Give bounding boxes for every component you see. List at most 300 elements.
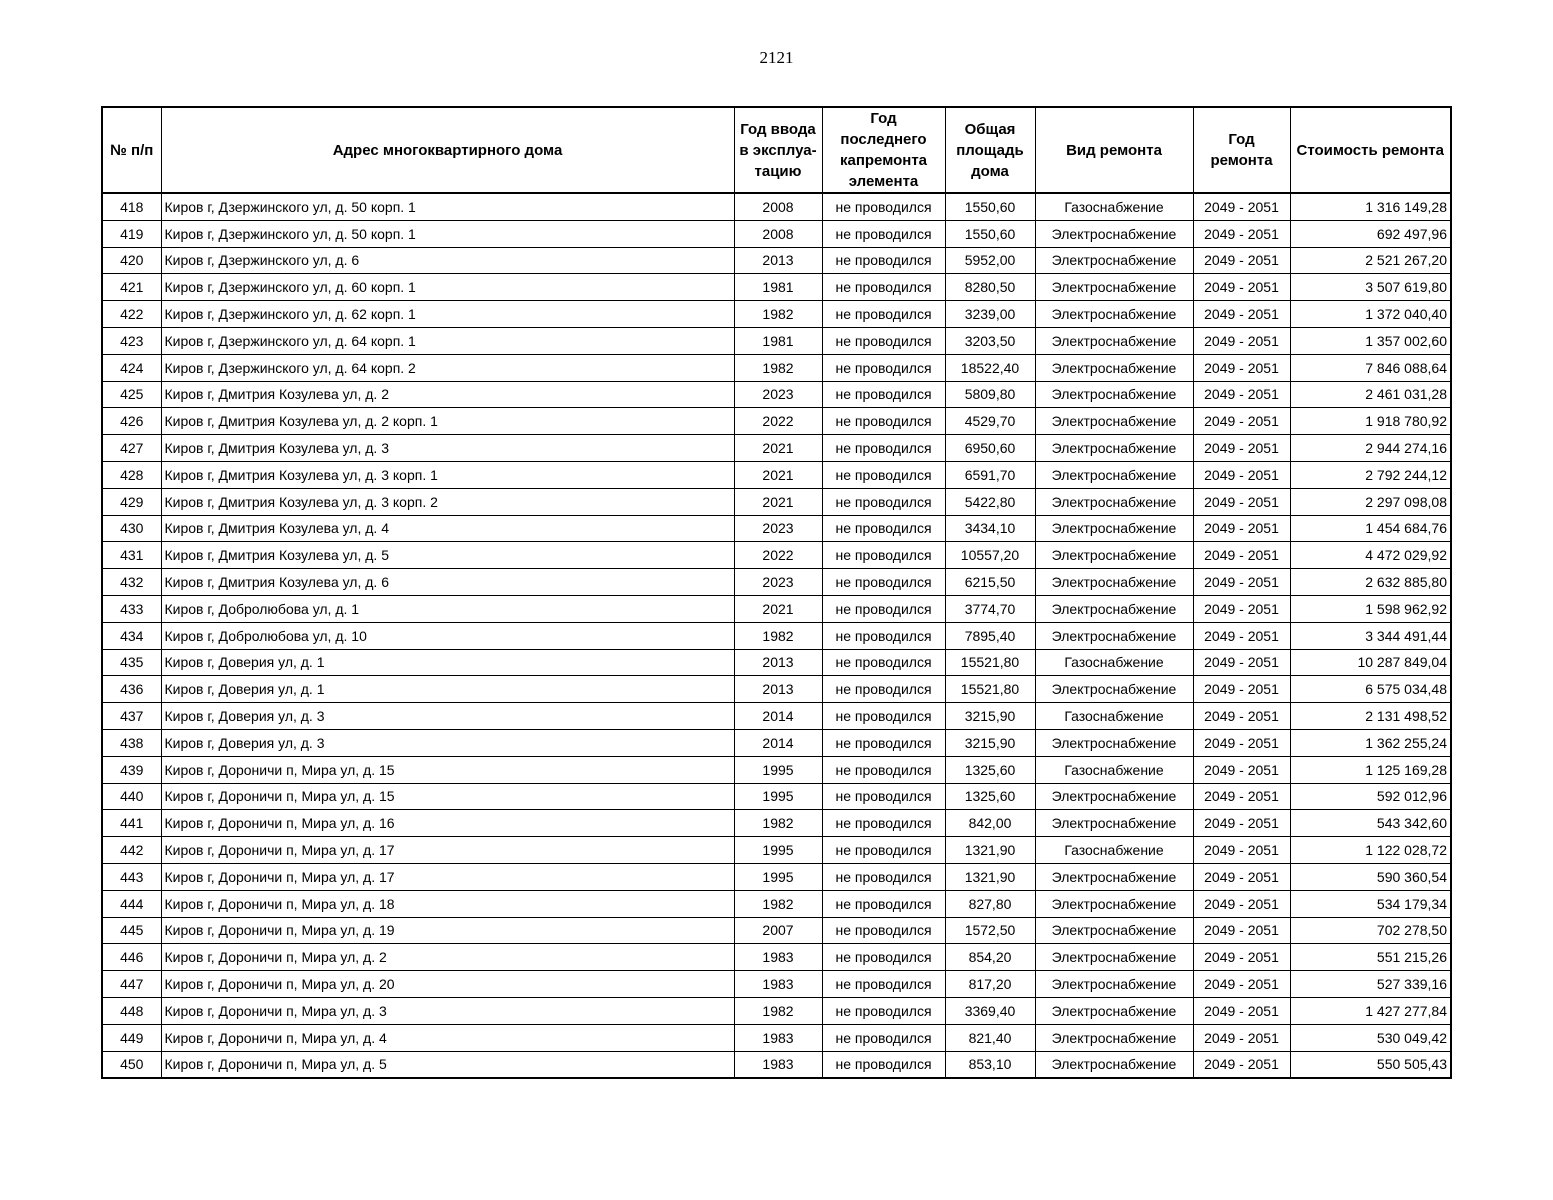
- table-row: [102, 837, 1451, 864]
- header-year-built: Год ввода в эксплуа-тацию: [734, 107, 822, 193]
- cell-num: 441: [102, 810, 161, 837]
- cell-cost: 1 125 169,28: [1290, 756, 1451, 783]
- cell-repair-type: Электроснабжение: [1035, 327, 1193, 354]
- cell-address: Киров г, Дмитрия Козулева ул, д. 3 корп. 2: [161, 488, 734, 515]
- cell-address: Киров г, Доверия ул, д. 3: [161, 703, 734, 730]
- cell-area: 10557,20: [945, 542, 1035, 569]
- cell-num: 443: [102, 863, 161, 890]
- cell-address: Киров г, Дзержинского ул, д. 64 корп. 2: [161, 354, 734, 381]
- table-row: [102, 783, 1451, 810]
- cell-address: Киров г, Доверия ул, д. 1: [161, 676, 734, 703]
- cell-area: 1325,60: [945, 756, 1035, 783]
- cell-num: 430: [102, 515, 161, 542]
- cell-num: 448: [102, 997, 161, 1024]
- cell-repair-type: Электроснабжение: [1035, 569, 1193, 596]
- table-row: [102, 488, 1451, 515]
- cell-address: Киров г, Дороничи п, Мира ул, д. 4: [161, 1024, 734, 1051]
- cell-last-repair: не проводился: [822, 193, 945, 220]
- cell-area: 1550,60: [945, 193, 1035, 220]
- cell-num: 446: [102, 944, 161, 971]
- table-row: [102, 890, 1451, 917]
- cell-year-built: 2022: [734, 542, 822, 569]
- table-row: [102, 327, 1451, 354]
- cell-year-built: 2023: [734, 381, 822, 408]
- cell-repair-years: 2049 - 2051: [1193, 381, 1290, 408]
- table-row: [102, 944, 1451, 971]
- cell-year-built: 1983: [734, 944, 822, 971]
- cell-repair-type: Электроснабжение: [1035, 488, 1193, 515]
- cell-repair-type: Электроснабжение: [1035, 944, 1193, 971]
- cell-last-repair: не проводился: [822, 542, 945, 569]
- cell-repair-type: Газоснабжение: [1035, 193, 1193, 220]
- cell-num: 436: [102, 676, 161, 703]
- table-row: [102, 595, 1451, 622]
- cell-repair-years: 2049 - 2051: [1193, 703, 1290, 730]
- cell-address: Киров г, Дороничи п, Мира ул, д. 20: [161, 971, 734, 998]
- cell-address: Киров г, Дороничи п, Мира ул, д. 15: [161, 756, 734, 783]
- cell-last-repair: не проводился: [822, 783, 945, 810]
- table-row: [102, 301, 1451, 328]
- table-row: [102, 863, 1451, 890]
- cell-area: 3369,40: [945, 997, 1035, 1024]
- cell-repair-years: 2049 - 2051: [1193, 220, 1290, 247]
- cell-repair-type: Электроснабжение: [1035, 971, 1193, 998]
- cell-repair-years: 2049 - 2051: [1193, 301, 1290, 328]
- cell-year-built: 1983: [734, 1051, 822, 1078]
- cell-last-repair: не проводился: [822, 408, 945, 435]
- cell-address: Киров г, Дзержинского ул, д. 50 корп. 1: [161, 220, 734, 247]
- cell-cost: 1 122 028,72: [1290, 837, 1451, 864]
- cell-area: 3239,00: [945, 301, 1035, 328]
- header-area: Общая площадь дома: [945, 107, 1035, 193]
- cell-year-built: 2007: [734, 917, 822, 944]
- cell-year-built: 1981: [734, 274, 822, 301]
- table-row: [102, 461, 1451, 488]
- table-row: [102, 274, 1451, 301]
- cell-cost: 10 287 849,04: [1290, 649, 1451, 676]
- cell-cost: 2 131 498,52: [1290, 703, 1451, 730]
- cell-area: 6950,60: [945, 435, 1035, 462]
- cell-cost: 3 344 491,44: [1290, 622, 1451, 649]
- cell-address: Киров г, Дороничи п, Мира ул, д. 17: [161, 837, 734, 864]
- cell-cost: 527 339,16: [1290, 971, 1451, 998]
- cell-year-built: 2021: [734, 595, 822, 622]
- cell-area: 8280,50: [945, 274, 1035, 301]
- cell-year-built: 2021: [734, 435, 822, 462]
- cell-repair-type: Электроснабжение: [1035, 247, 1193, 274]
- cell-repair-years: 2049 - 2051: [1193, 247, 1290, 274]
- cell-cost: 2 792 244,12: [1290, 461, 1451, 488]
- cell-cost: 1 362 255,24: [1290, 729, 1451, 756]
- cell-repair-years: 2049 - 2051: [1193, 890, 1290, 917]
- cell-year-built: 2023: [734, 515, 822, 542]
- cell-repair-years: 2049 - 2051: [1193, 354, 1290, 381]
- header-last-repair: Год последнего капремонта элемента: [822, 107, 945, 193]
- table-row: [102, 971, 1451, 998]
- table-row: [102, 917, 1451, 944]
- table-row: [102, 997, 1451, 1024]
- cell-year-built: 1995: [734, 756, 822, 783]
- cell-cost: 3 507 619,80: [1290, 274, 1451, 301]
- cell-year-built: 2021: [734, 461, 822, 488]
- cell-repair-years: 2049 - 2051: [1193, 729, 1290, 756]
- cell-num: 425: [102, 381, 161, 408]
- cell-address: Киров г, Дмитрия Козулева ул, д. 2 корп. 1: [161, 408, 734, 435]
- cell-year-built: 2013: [734, 676, 822, 703]
- cell-repair-type: Электроснабжение: [1035, 917, 1193, 944]
- cell-address: Киров г, Дороничи п, Мира ул, д. 17: [161, 863, 734, 890]
- cell-area: 3434,10: [945, 515, 1035, 542]
- cell-cost: 1 357 002,60: [1290, 327, 1451, 354]
- cell-last-repair: не проводился: [822, 863, 945, 890]
- cell-address: Киров г, Добролюбова ул, д. 1: [161, 595, 734, 622]
- cell-cost: 1 316 149,28: [1290, 193, 1451, 220]
- cell-repair-years: 2049 - 2051: [1193, 515, 1290, 542]
- cell-year-built: 1995: [734, 783, 822, 810]
- header-repair-years: Год ремонта: [1193, 107, 1290, 193]
- cell-repair-years: 2049 - 2051: [1193, 676, 1290, 703]
- cell-address: Киров г, Дороничи п, Мира ул, д. 16: [161, 810, 734, 837]
- cell-address: Киров г, Дмитрия Козулева ул, д. 2: [161, 381, 734, 408]
- cell-num: 426: [102, 408, 161, 435]
- table-row: [102, 1024, 1451, 1051]
- cell-cost: 550 505,43: [1290, 1051, 1451, 1078]
- header-num: № п/п: [102, 107, 161, 193]
- cell-address: Киров г, Дороничи п, Мира ул, д. 19: [161, 917, 734, 944]
- cell-area: 1572,50: [945, 917, 1035, 944]
- cell-repair-years: 2049 - 2051: [1193, 863, 1290, 890]
- cell-last-repair: не проводился: [822, 676, 945, 703]
- cell-area: 3215,90: [945, 729, 1035, 756]
- table-row: [102, 729, 1451, 756]
- cell-repair-type: Электроснабжение: [1035, 435, 1193, 462]
- cell-last-repair: не проводился: [822, 649, 945, 676]
- header-row: [102, 107, 1451, 193]
- cell-repair-years: 2049 - 2051: [1193, 971, 1290, 998]
- cell-address: Киров г, Дмитрия Козулева ул, д. 3 корп. 1: [161, 461, 734, 488]
- table-row: [102, 676, 1451, 703]
- cell-cost: 1 918 780,92: [1290, 408, 1451, 435]
- cell-year-built: 2014: [734, 729, 822, 756]
- cell-repair-years: 2049 - 2051: [1193, 810, 1290, 837]
- cell-year-built: 2014: [734, 703, 822, 730]
- table-row: [102, 622, 1451, 649]
- cell-last-repair: не проводился: [822, 354, 945, 381]
- cell-last-repair: не проводился: [822, 435, 945, 462]
- cell-last-repair: не проводился: [822, 917, 945, 944]
- cell-repair-type: Электроснабжение: [1035, 595, 1193, 622]
- cell-last-repair: не проводился: [822, 301, 945, 328]
- cell-area: 3774,70: [945, 595, 1035, 622]
- cell-num: 439: [102, 756, 161, 783]
- cell-repair-type: Электроснабжение: [1035, 461, 1193, 488]
- cell-repair-years: 2049 - 2051: [1193, 1051, 1290, 1078]
- cell-area: 4529,70: [945, 408, 1035, 435]
- cell-repair-type: Электроснабжение: [1035, 783, 1193, 810]
- cell-repair-type: Электроснабжение: [1035, 997, 1193, 1024]
- cell-last-repair: не проводился: [822, 569, 945, 596]
- cell-address: Киров г, Доверия ул, д. 1: [161, 649, 734, 676]
- cell-last-repair: не проводился: [822, 488, 945, 515]
- cell-num: 450: [102, 1051, 161, 1078]
- cell-cost: 702 278,50: [1290, 917, 1451, 944]
- cell-last-repair: не проводился: [822, 220, 945, 247]
- cell-address: Киров г, Дмитрия Козулева ул, д. 5: [161, 542, 734, 569]
- cell-area: 3215,90: [945, 703, 1035, 730]
- cell-num: 433: [102, 595, 161, 622]
- cell-repair-type: Электроснабжение: [1035, 676, 1193, 703]
- cell-num: 437: [102, 703, 161, 730]
- cell-address: Киров г, Дороничи п, Мира ул, д. 2: [161, 944, 734, 971]
- table-row: [102, 810, 1451, 837]
- table-row: [102, 247, 1451, 274]
- cell-area: 5952,00: [945, 247, 1035, 274]
- cell-last-repair: не проводился: [822, 1024, 945, 1051]
- cell-cost: 534 179,34: [1290, 890, 1451, 917]
- table-row: [102, 756, 1451, 783]
- cell-year-built: 2013: [734, 649, 822, 676]
- cell-last-repair: не проводился: [822, 810, 945, 837]
- cell-cost: 590 360,54: [1290, 863, 1451, 890]
- table-row: [102, 703, 1451, 730]
- cell-address: Киров г, Дороничи п, Мира ул, д. 5: [161, 1051, 734, 1078]
- cell-area: 821,40: [945, 1024, 1035, 1051]
- cell-repair-type: Газоснабжение: [1035, 703, 1193, 730]
- cell-num: 418: [102, 193, 161, 220]
- header-cost: Стоимость ремонта: [1290, 107, 1451, 193]
- cell-cost: 1 427 277,84: [1290, 997, 1451, 1024]
- cell-cost: 6 575 034,48: [1290, 676, 1451, 703]
- cell-repair-type: Электроснабжение: [1035, 354, 1193, 381]
- cell-cost: 592 012,96: [1290, 783, 1451, 810]
- cell-num: 429: [102, 488, 161, 515]
- table-row: [102, 220, 1451, 247]
- cell-cost: 543 342,60: [1290, 810, 1451, 837]
- cell-cost: 530 049,42: [1290, 1024, 1451, 1051]
- cell-num: 449: [102, 1024, 161, 1051]
- cell-cost: 1 454 684,76: [1290, 515, 1451, 542]
- cell-num: 438: [102, 729, 161, 756]
- cell-address: Киров г, Дзержинского ул, д. 60 корп. 1: [161, 274, 734, 301]
- cell-num: 432: [102, 569, 161, 596]
- cell-year-built: 1995: [734, 837, 822, 864]
- cell-last-repair: не проводился: [822, 247, 945, 274]
- cell-area: 1321,90: [945, 837, 1035, 864]
- cell-num: 444: [102, 890, 161, 917]
- cell-num: 431: [102, 542, 161, 569]
- cell-repair-type: Электроснабжение: [1035, 890, 1193, 917]
- repair-table: [101, 106, 1452, 1079]
- cell-num: 442: [102, 837, 161, 864]
- cell-address: Киров г, Дороничи п, Мира ул, д. 3: [161, 997, 734, 1024]
- cell-num: 435: [102, 649, 161, 676]
- cell-repair-type: Электроснабжение: [1035, 220, 1193, 247]
- cell-repair-years: 2049 - 2051: [1193, 756, 1290, 783]
- table-row: [102, 515, 1451, 542]
- cell-repair-years: 2049 - 2051: [1193, 622, 1290, 649]
- cell-area: 18522,40: [945, 354, 1035, 381]
- cell-num: 422: [102, 301, 161, 328]
- cell-repair-years: 2049 - 2051: [1193, 917, 1290, 944]
- cell-area: 854,20: [945, 944, 1035, 971]
- cell-address: Киров г, Дзержинского ул, д. 62 корп. 1: [161, 301, 734, 328]
- cell-area: 853,10: [945, 1051, 1035, 1078]
- cell-area: 6591,70: [945, 461, 1035, 488]
- cell-repair-years: 2049 - 2051: [1193, 274, 1290, 301]
- cell-repair-years: 2049 - 2051: [1193, 435, 1290, 462]
- cell-num: 434: [102, 622, 161, 649]
- cell-repair-years: 2049 - 2051: [1193, 408, 1290, 435]
- cell-last-repair: не проводился: [822, 890, 945, 917]
- cell-repair-years: 2049 - 2051: [1193, 649, 1290, 676]
- cell-repair-years: 2049 - 2051: [1193, 542, 1290, 569]
- table-row: [102, 542, 1451, 569]
- cell-area: 1550,60: [945, 220, 1035, 247]
- cell-repair-type: Электроснабжение: [1035, 1051, 1193, 1078]
- cell-last-repair: не проводился: [822, 729, 945, 756]
- cell-last-repair: не проводился: [822, 622, 945, 649]
- cell-repair-type: Газоснабжение: [1035, 756, 1193, 783]
- cell-repair-years: 2049 - 2051: [1193, 488, 1290, 515]
- cell-last-repair: не проводился: [822, 274, 945, 301]
- cell-last-repair: не проводился: [822, 997, 945, 1024]
- cell-repair-years: 2049 - 2051: [1193, 595, 1290, 622]
- table-row: [102, 381, 1451, 408]
- cell-cost: 7 846 088,64: [1290, 354, 1451, 381]
- table-row: [102, 193, 1451, 220]
- cell-last-repair: не проводился: [822, 327, 945, 354]
- cell-repair-type: Электроснабжение: [1035, 274, 1193, 301]
- cell-repair-years: 2049 - 2051: [1193, 193, 1290, 220]
- cell-year-built: 2008: [734, 193, 822, 220]
- cell-area: 15521,80: [945, 676, 1035, 703]
- cell-area: 5809,80: [945, 381, 1035, 408]
- cell-last-repair: не проводился: [822, 944, 945, 971]
- cell-area: 1325,60: [945, 783, 1035, 810]
- cell-address: Киров г, Дмитрия Козулева ул, д. 4: [161, 515, 734, 542]
- cell-year-built: 1982: [734, 301, 822, 328]
- cell-num: 421: [102, 274, 161, 301]
- cell-last-repair: не проводился: [822, 515, 945, 542]
- cell-address: Киров г, Дмитрия Козулева ул, д. 6: [161, 569, 734, 596]
- table-row: [102, 649, 1451, 676]
- cell-cost: 2 632 885,80: [1290, 569, 1451, 596]
- cell-year-built: 2022: [734, 408, 822, 435]
- cell-last-repair: не проводился: [822, 971, 945, 998]
- cell-repair-years: 2049 - 2051: [1193, 327, 1290, 354]
- cell-repair-type: Электроснабжение: [1035, 863, 1193, 890]
- cell-num: 428: [102, 461, 161, 488]
- cell-area: 5422,80: [945, 488, 1035, 515]
- cell-address: Киров г, Добролюбова ул, д. 10: [161, 622, 734, 649]
- cell-address: Киров г, Дзержинского ул, д. 50 корп. 1: [161, 193, 734, 220]
- cell-year-built: 1982: [734, 810, 822, 837]
- cell-year-built: 2021: [734, 488, 822, 515]
- cell-num: 440: [102, 783, 161, 810]
- cell-repair-type: Электроснабжение: [1035, 381, 1193, 408]
- cell-num: 420: [102, 247, 161, 274]
- cell-year-built: 1982: [734, 997, 822, 1024]
- cell-repair-type: Электроснабжение: [1035, 810, 1193, 837]
- cell-area: 6215,50: [945, 569, 1035, 596]
- cell-repair-type: Электроснабжение: [1035, 622, 1193, 649]
- page-number: 2121: [759, 48, 794, 67]
- cell-repair-type: Электроснабжение: [1035, 1024, 1193, 1051]
- table-row: [102, 354, 1451, 381]
- cell-repair-type: Газоснабжение: [1035, 837, 1193, 864]
- cell-num: 423: [102, 327, 161, 354]
- cell-year-built: 1981: [734, 327, 822, 354]
- cell-cost: 2 521 267,20: [1290, 247, 1451, 274]
- cell-last-repair: не проводился: [822, 837, 945, 864]
- cell-area: 15521,80: [945, 649, 1035, 676]
- cell-year-built: 1995: [734, 863, 822, 890]
- cell-repair-type: Электроснабжение: [1035, 515, 1193, 542]
- cell-repair-years: 2049 - 2051: [1193, 783, 1290, 810]
- cell-repair-years: 2049 - 2051: [1193, 569, 1290, 596]
- cell-year-built: 1983: [734, 971, 822, 998]
- cell-last-repair: не проводился: [822, 1051, 945, 1078]
- cell-repair-type: Электроснабжение: [1035, 729, 1193, 756]
- cell-num: 447: [102, 971, 161, 998]
- cell-last-repair: не проводился: [822, 595, 945, 622]
- cell-cost: 4 472 029,92: [1290, 542, 1451, 569]
- cell-year-built: 2008: [734, 220, 822, 247]
- cell-repair-years: 2049 - 2051: [1193, 1024, 1290, 1051]
- cell-year-built: 1983: [734, 1024, 822, 1051]
- cell-num: 445: [102, 917, 161, 944]
- cell-cost: 1 372 040,40: [1290, 301, 1451, 328]
- cell-last-repair: не проводился: [822, 756, 945, 783]
- cell-cost: 692 497,96: [1290, 220, 1451, 247]
- cell-repair-years: 2049 - 2051: [1193, 944, 1290, 971]
- cell-cost: 551 215,26: [1290, 944, 1451, 971]
- cell-last-repair: не проводился: [822, 703, 945, 730]
- cell-area: 7895,40: [945, 622, 1035, 649]
- cell-year-built: 2023: [734, 569, 822, 596]
- cell-repair-type: Электроснабжение: [1035, 542, 1193, 569]
- cell-area: 827,80: [945, 890, 1035, 917]
- cell-repair-years: 2049 - 2051: [1193, 837, 1290, 864]
- cell-num: 427: [102, 435, 161, 462]
- cell-area: 1321,90: [945, 863, 1035, 890]
- cell-area: 842,00: [945, 810, 1035, 837]
- cell-repair-type: Газоснабжение: [1035, 649, 1193, 676]
- cell-last-repair: не проводился: [822, 461, 945, 488]
- table-row: [102, 435, 1451, 462]
- cell-address: Киров г, Дзержинского ул, д. 6: [161, 247, 734, 274]
- header-address: Адрес многоквартирного дома: [161, 107, 734, 193]
- cell-address: Киров г, Доверия ул, д. 3: [161, 729, 734, 756]
- cell-year-built: 1982: [734, 622, 822, 649]
- cell-last-repair: не проводился: [822, 381, 945, 408]
- cell-address: Киров г, Дмитрия Козулева ул, д. 3: [161, 435, 734, 462]
- cell-cost: 1 598 962,92: [1290, 595, 1451, 622]
- cell-address: Киров г, Дороничи п, Мира ул, д. 15: [161, 783, 734, 810]
- cell-num: 424: [102, 354, 161, 381]
- cell-address: Киров г, Дзержинского ул, д. 64 корп. 1: [161, 327, 734, 354]
- cell-cost: 2 297 098,08: [1290, 488, 1451, 515]
- cell-year-built: 1982: [734, 354, 822, 381]
- cell-year-built: 2013: [734, 247, 822, 274]
- cell-repair-type: Электроснабжение: [1035, 301, 1193, 328]
- header-repair-type: Вид ремонта: [1035, 107, 1193, 193]
- table-body: [102, 193, 1451, 1078]
- cell-repair-years: 2049 - 2051: [1193, 997, 1290, 1024]
- table-row: [102, 1051, 1451, 1078]
- cell-repair-years: 2049 - 2051: [1193, 461, 1290, 488]
- cell-num: 419: [102, 220, 161, 247]
